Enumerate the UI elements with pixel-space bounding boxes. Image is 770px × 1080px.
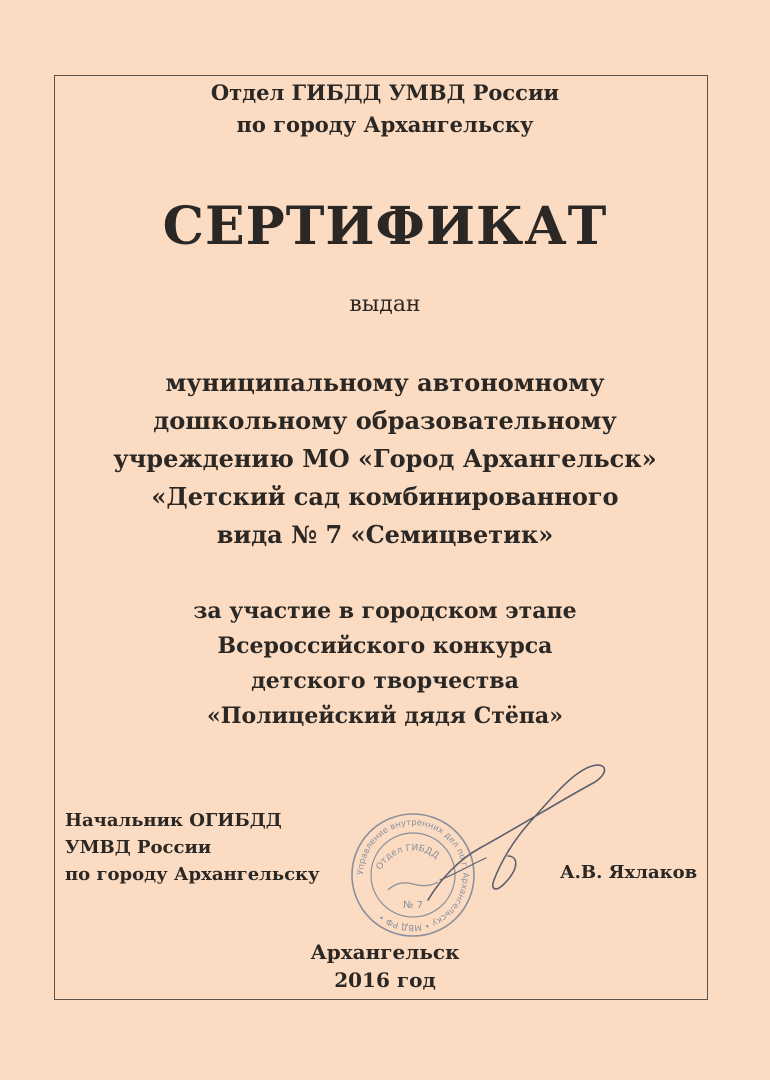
- signatory-line-1: Начальник ОГИБДД: [65, 810, 282, 831]
- organization-line-1: Отдел ГИБДД УМВД России: [210, 80, 560, 105]
- signatory-name: А.В. Яхлаков: [560, 862, 698, 883]
- recipient-line-4: «Детский сад комбинированного: [151, 482, 619, 511]
- reason-line-4: «Полицейский дядя Стёпа»: [207, 703, 563, 729]
- stamp-center-text: Отдел ГИБДД: [374, 843, 441, 872]
- signatory-line-2: УМВД России: [65, 837, 212, 858]
- handwritten-signature: [400, 760, 610, 910]
- signatory-line-3: по городу Архангельску: [65, 864, 320, 885]
- recipient-line-2: дошкольному образовательному: [153, 406, 617, 435]
- year-label: 2016 год: [334, 968, 436, 992]
- stamp-number: № 7: [403, 900, 423, 911]
- city-label: Архангельск: [310, 940, 460, 964]
- signatory-title: [65, 807, 320, 888]
- certificate-title: СЕРТИФИКАТ: [162, 196, 608, 257]
- recipient-line-3: учреждению МО «Город Архангельск»: [113, 444, 657, 473]
- reason-line-1: за участие в городском этапе: [193, 598, 577, 624]
- stamp-ring-text: Управление внутренних дел по г. Архангельску • МВД РФ •: [355, 817, 471, 933]
- issued-label: выдан: [349, 292, 421, 317]
- reason-line-3: детского творчества: [251, 668, 519, 694]
- recipient-line-5: вида № 7 «Семицветик»: [216, 520, 554, 549]
- recipient-line-1: муниципальному автономному: [165, 368, 605, 397]
- organization-line-2: по городу Архангельску: [236, 112, 534, 137]
- reason-line-2: Всероссийского конкурса: [217, 633, 553, 659]
